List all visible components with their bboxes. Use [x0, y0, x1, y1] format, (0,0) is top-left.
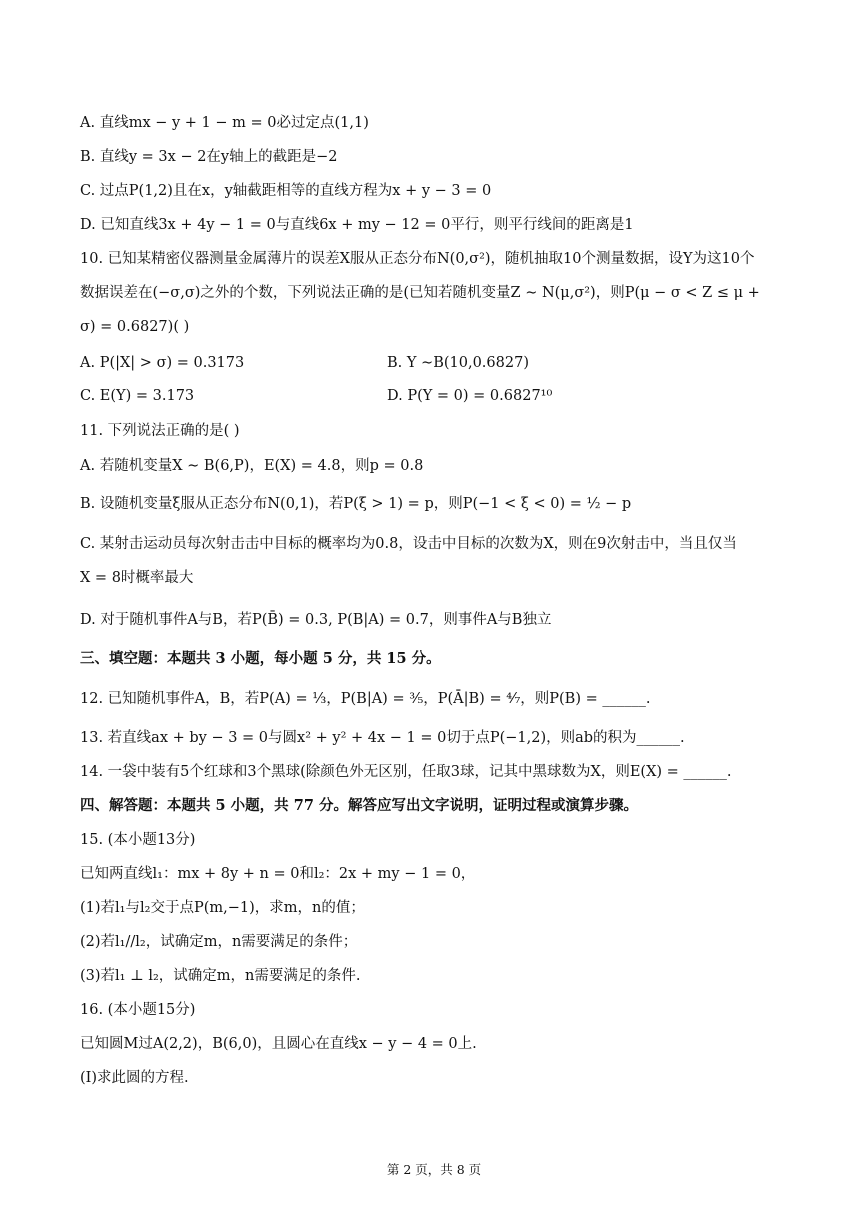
q10-option-a: A. P(|X| > σ) = 0.3173: [80, 355, 245, 371]
q16-header: 16. (本小题15分): [80, 1002, 196, 1018]
q10-option-d: D. P(Y = 0) = 0.6827¹⁰: [387, 388, 553, 404]
q11-stem: 11. 下列说法正确的是( ): [80, 423, 240, 439]
q11-option-b: B. 设随机变量ξ服从正态分布N(0,1)，若P(ξ > 1) = p，则P(−1 < ξ < 0) = ½ − p: [80, 496, 632, 512]
q9-option-d: D. 已知直线3x + 4y − 1 = 0与直线6x + my − 12 = 0平行，则平行线间的距离是1: [80, 217, 634, 233]
q11-option-c-line-2: X = 8时概率最大: [80, 570, 194, 586]
q15-stem: 已知两直线l₁：mx + 8y + n = 0和l₂：2x + my − 1 = 0，: [80, 866, 476, 882]
q9-option-c: C. 过点P(1,2)且在x，y轴截距相等的直线方程为x + y − 3 = 0: [80, 183, 492, 199]
page-footer: 第 2 页，共 8 页: [386, 1162, 482, 1177]
q9-option-a: A. 直线mx − y + 1 − m = 0必过定点(1,1): [80, 115, 369, 131]
q14: 14. 一袋中装有5个红球和3个黑球(除颜色外无区别，任取3球，记其中黑球数为X，则E(X) = ______.: [80, 764, 732, 780]
q11-option-d: D. 对于随机事件A与B，若P(B̄) = 0.3, P(B|A) = 0.7，则事件A与B独立: [80, 612, 552, 628]
q10-line-1: 10. 已知某精密仪器测量金属薄片的误差X服从正态分布N(0,σ²)，随机抽取10个测量数据，设Y为这10个: [80, 251, 755, 267]
q9-option-b: B. 直线y = 3x − 2在y轴上的截距是−2: [80, 149, 338, 165]
q10-line-3: σ) = 0.6827)( ): [80, 319, 190, 335]
q15-part-1: (1)若l₁与l₂交于点P(m,−1)，求m，n的值；: [80, 900, 365, 916]
q15-part-3: (3)若l₁ ⊥ l₂，试确定m，n需要满足的条件.: [80, 968, 361, 984]
q10-option-b: B. Y ∼B(10,0.6827): [387, 355, 529, 371]
section-3-heading: 三、填空题：本题共 3 小题，每小题 5 分，共 15 分。: [80, 650, 441, 667]
q11-option-c-line-1: C. 某射击运动员每次射击击中目标的概率均为0.8，设击中目标的次数为X，则在9次射击中，当且仅当: [80, 536, 737, 552]
q12: 12. 已知随机事件A，B，若P(A) = ⅓，P(B|A) = ³⁄₅，P(Ā|B) = ⁴⁄₇，则P(B) = ______.: [80, 691, 651, 707]
section-4-heading: 四、解答题：本题共 5 小题，共 77 分。解答应写出文字说明，证明过程或演算步骤。: [80, 797, 638, 814]
q13: 13. 若直线ax + by − 3 = 0与圆x² + y² + 4x − 1 = 0切于点P(−1,2)，则ab的积为______.: [80, 730, 685, 746]
q10-option-c: C. E(Y) = 3.173: [80, 388, 195, 404]
q10-line-2: 数据误差在(−σ,σ)之外的个数，下列说法正确的是(已知若随机变量Z ∼ N(μ,σ²)，则P(μ − σ < Z ≤ μ +: [80, 285, 760, 301]
q15-header: 15. (本小题13分): [80, 832, 196, 848]
q16-part-1: (I)求此圆的方程.: [80, 1070, 189, 1086]
q11-option-a: A. 若随机变量X ∼ B(6,P)，E(X) = 4.8，则p = 0.8: [80, 458, 424, 474]
q16-stem: 已知圆M过A(2,2)，B(6,0)，且圆心在直线x − y − 4 = 0上.: [80, 1036, 477, 1052]
q15-part-2: (2)若l₁//l₂，试确定m，n需要满足的条件；: [80, 934, 358, 950]
